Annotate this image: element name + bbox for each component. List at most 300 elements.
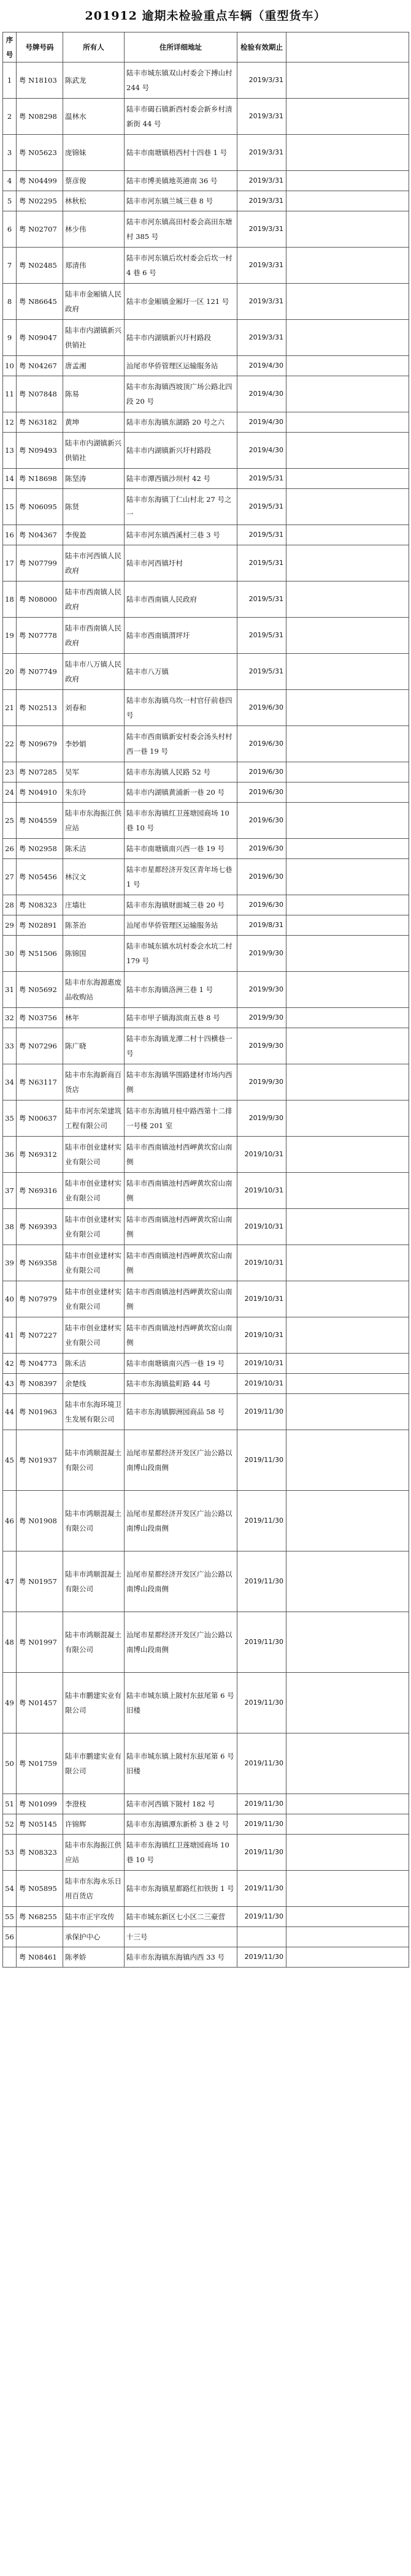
row-blank-cell — [286, 1100, 409, 1137]
table-row — [3, 525, 409, 545]
row-blank-cell — [286, 654, 409, 690]
row-blank-cell — [286, 469, 409, 489]
row-owner-cell: 陆丰市西南镇人民政府 — [63, 581, 125, 618]
row-expiry-cell: 2019/6/30 — [237, 726, 286, 762]
table-row — [3, 859, 409, 895]
row-owner-cell: 蔡彦俊 — [63, 171, 125, 191]
row-plate-cell: 粤 N69316 — [17, 1173, 63, 1209]
row-blank-cell — [286, 690, 409, 726]
row-owner-cell: 陆丰市河西镇人民政府 — [63, 545, 125, 581]
row-expiry-cell: 2019/9/30 — [237, 972, 286, 1008]
row-seq-cell: 18 — [3, 581, 17, 618]
row-expiry-cell: 2019/10/31 — [237, 1317, 286, 1354]
row-seq-cell: 41 — [3, 1317, 17, 1354]
row-expiry-cell: 2019/3/31 — [237, 63, 286, 99]
row-blank-cell — [286, 803, 409, 839]
table-row — [3, 171, 409, 191]
row-expiry-cell: 2019/5/31 — [237, 545, 286, 581]
row-address-cell: 陆丰市城东镇上陂村东兹尾第 6 号旧楼 — [125, 1673, 237, 1733]
row-seq-cell: 8 — [3, 284, 17, 320]
table-row — [3, 1551, 409, 1612]
table-row — [3, 320, 409, 356]
table-row — [3, 1064, 409, 1100]
row-seq-cell: 20 — [3, 654, 17, 690]
row-owner-cell: 陆丰市鸿顺混凝土有限公司 — [63, 1430, 125, 1491]
table-row — [3, 726, 409, 762]
row-blank-cell — [286, 1927, 409, 1947]
row-expiry-cell: 2019/9/30 — [237, 1064, 286, 1100]
row-address-cell: 陆丰市城东镇双山村委会下搏山村 244 号 — [125, 63, 237, 99]
row-blank-cell — [286, 839, 409, 859]
row-owner-cell: 李俊盈 — [63, 525, 125, 545]
row-plate-cell: 粤 N02707 — [17, 211, 63, 248]
row-plate-cell: 粤 N04773 — [17, 1354, 63, 1374]
row-blank-cell — [286, 915, 409, 936]
row-seq-cell: 24 — [3, 782, 17, 803]
row-blank-cell — [286, 972, 409, 1008]
row-expiry-cell: 2019/11/30 — [237, 1733, 286, 1794]
row-blank-cell — [286, 726, 409, 762]
row-seq-cell: 21 — [3, 690, 17, 726]
row-seq-cell: 50 — [3, 1733, 17, 1794]
row-owner-cell: 陆丰市西南镇人民政府 — [63, 618, 125, 654]
row-plate-cell: 粤 N69358 — [17, 1245, 63, 1281]
row-expiry-cell: 2019/6/30 — [237, 803, 286, 839]
row-seq-cell: 6 — [3, 211, 17, 248]
row-seq-cell: 33 — [3, 1028, 17, 1064]
row-address-cell: 陆丰市河西镇圩村 — [125, 545, 237, 581]
row-blank-cell — [286, 525, 409, 545]
row-seq-cell: 35 — [3, 1100, 17, 1137]
row-plate-cell: 粤 N01457 — [17, 1673, 63, 1733]
row-blank-cell — [286, 1871, 409, 1907]
row-plate-cell: 粤 N86645 — [17, 284, 63, 320]
table-row — [3, 1947, 409, 1968]
row-expiry-cell: 2019/3/31 — [237, 211, 286, 248]
row-plate-cell: 粤 N07979 — [17, 1281, 63, 1317]
table-row — [3, 1317, 409, 1354]
row-plate-cell: 粤 N69393 — [17, 1209, 63, 1245]
row-expiry-cell: 2019/5/31 — [237, 525, 286, 545]
table-row — [3, 895, 409, 915]
row-blank-cell — [286, 1907, 409, 1927]
row-blank-cell — [286, 936, 409, 972]
row-expiry-cell: 2019/11/30 — [237, 1491, 286, 1551]
row-expiry-cell: 2019/11/30 — [237, 1673, 286, 1733]
table-row — [3, 469, 409, 489]
row-address-cell: 陆丰市东海镇星都路红扣铁街 1 号 — [125, 1871, 237, 1907]
row-seq-cell: 45 — [3, 1430, 17, 1491]
row-expiry-cell: 2019/5/31 — [237, 618, 286, 654]
row-blank-cell — [286, 1794, 409, 1814]
row-seq-cell: 23 — [3, 762, 17, 782]
row-plate-cell: 粤 N02891 — [17, 915, 63, 936]
table-row — [3, 1733, 409, 1794]
row-expiry-cell: 2019/6/30 — [237, 782, 286, 803]
row-seq-cell: 16 — [3, 525, 17, 545]
row-seq-cell: 30 — [3, 936, 17, 972]
row-plate-cell: 粤 N02295 — [17, 191, 63, 211]
row-seq-cell: 4 — [3, 171, 17, 191]
row-plate-cell: 粤 N04499 — [17, 171, 63, 191]
row-plate-cell: 粤 N07778 — [17, 618, 63, 654]
row-owner-cell: 陆丰市鸿顺混凝土有限公司 — [63, 1551, 125, 1612]
row-plate-cell: 粤 N08397 — [17, 1374, 63, 1394]
row-blank-cell — [286, 1209, 409, 1245]
row-owner-cell: 唐孟湘 — [63, 356, 125, 376]
row-owner-cell: 陆丰市八万镇人民政府 — [63, 654, 125, 690]
row-blank-cell — [286, 1173, 409, 1209]
table-row — [3, 1673, 409, 1733]
row-blank-cell — [286, 356, 409, 376]
row-plate-cell: 粤 N07296 — [17, 1028, 63, 1064]
table-row — [3, 191, 409, 211]
row-owner-cell: 陆丰市东海振江供应站 — [63, 1835, 125, 1871]
row-seq-cell: 38 — [3, 1209, 17, 1245]
row-plate-cell: 粤 N01099 — [17, 1794, 63, 1814]
row-address-cell: 陆丰市东海镇东海镇内西 33 号 — [125, 1947, 237, 1968]
row-owner-cell: 林少伟 — [63, 211, 125, 248]
row-owner-cell: 陆丰市创业建材实业有限公司 — [63, 1209, 125, 1245]
row-blank-cell — [286, 762, 409, 782]
row-address-cell: 陆丰市潭西镇沙坝村 42 号 — [125, 469, 237, 489]
row-owner-cell: 陈孝娇 — [63, 1947, 125, 1968]
row-plate-cell: 粤 N18103 — [17, 63, 63, 99]
row-seq-cell: 2 — [3, 99, 17, 135]
row-address-cell: 陆丰市西南镇池村西岬黄坎窑山南侧 — [125, 1137, 237, 1173]
row-address-cell: 陆丰市碣石镇新西村委会新乡村清新街 44 号 — [125, 99, 237, 135]
table-row — [3, 1209, 409, 1245]
row-plate-cell: 粤 N07749 — [17, 654, 63, 690]
row-address-cell: 陆丰市南塘镇梧西村十四巷 1 号 — [125, 135, 237, 171]
row-owner-cell: 陆丰市东海源惠废品收购站 — [63, 972, 125, 1008]
table-row — [3, 1173, 409, 1209]
row-owner-cell: 许锦辉 — [63, 1814, 125, 1835]
table-row — [3, 1245, 409, 1281]
row-blank-cell — [286, 782, 409, 803]
row-seq-cell: 28 — [3, 895, 17, 915]
row-expiry-cell: 2019/6/30 — [237, 762, 286, 782]
row-expiry-cell: 2019/11/30 — [237, 1430, 286, 1491]
table-row — [3, 581, 409, 618]
row-expiry-cell: 2019/3/31 — [237, 171, 286, 191]
row-seq-cell: 46 — [3, 1491, 17, 1551]
row-owner-cell: 陆丰市东海新商百货店 — [63, 1064, 125, 1100]
row-seq-cell: 34 — [3, 1064, 17, 1100]
row-plate-cell: 粤 N07227 — [17, 1317, 63, 1354]
header-seq: 序号 — [3, 32, 17, 63]
row-expiry-cell: 2019/10/31 — [237, 1173, 286, 1209]
row-expiry-cell: 2019/3/31 — [237, 99, 286, 135]
row-blank-cell — [286, 191, 409, 211]
row-plate-cell: 粤 N05145 — [17, 1814, 63, 1835]
row-address-cell: 汕尾市星都经济开发区广汕公路以南博山段南侧 — [125, 1551, 237, 1612]
row-address-cell: 陆丰市城东新区七小区二三豪营 — [125, 1907, 237, 1927]
row-expiry-cell: 2019/11/30 — [237, 1907, 286, 1927]
row-owner-cell: 黄坤 — [63, 412, 125, 433]
row-address-cell: 陆丰市河东镇西溪村三巷 3 号 — [125, 525, 237, 545]
row-expiry-cell: 2019/5/31 — [237, 489, 286, 525]
row-seq-cell: 13 — [3, 433, 17, 469]
row-plate-cell: 粤 N07848 — [17, 376, 63, 412]
row-expiry-cell: 2019/11/30 — [237, 1835, 286, 1871]
row-seq-cell: 19 — [3, 618, 17, 654]
row-seq-cell: 37 — [3, 1173, 17, 1209]
row-address-cell: 汕尾市星都经济开发区广汕公路以南博山段南侧 — [125, 1430, 237, 1491]
row-seq-cell: 3 — [3, 135, 17, 171]
row-plate-cell: 粤 N09679 — [17, 726, 63, 762]
page-title: 201912 逾期未检验重点车辆（重型货车） — [85, 9, 326, 23]
row-address-cell: 陆丰市河西镇下陂村 182 号 — [125, 1794, 237, 1814]
row-plate-cell: 粤 N63117 — [17, 1064, 63, 1100]
row-owner-cell: 陆丰市内湖镇新兴供销社 — [63, 320, 125, 356]
row-blank-cell — [286, 135, 409, 171]
row-seq-cell: 10 — [3, 356, 17, 376]
row-address-cell: 汕尾市星都经济开发区广汕公路以南博山段南侧 — [125, 1491, 237, 1551]
row-expiry-cell: 2019/6/30 — [237, 895, 286, 915]
row-seq-cell: 43 — [3, 1374, 17, 1394]
row-blank-cell — [286, 248, 409, 284]
row-seq-cell: 56 — [3, 1927, 17, 1947]
row-address-cell: 陆丰市西南镇新安村委会汤头村村西一巷 19 号 — [125, 726, 237, 762]
table-row — [3, 915, 409, 936]
table-row — [3, 690, 409, 726]
row-plate-cell: 粤 N05895 — [17, 1871, 63, 1907]
table-row — [3, 782, 409, 803]
row-owner-cell: 陆丰市鹏建实业有限公司 — [63, 1673, 125, 1733]
row-blank-cell — [286, 211, 409, 248]
row-owner-cell: 陈武龙 — [63, 63, 125, 99]
row-blank-cell — [286, 320, 409, 356]
table-row — [3, 412, 409, 433]
row-address-cell: 陆丰市金厢镇金厢圩一区 121 号 — [125, 284, 237, 320]
table-row — [3, 1100, 409, 1137]
table-row — [3, 1374, 409, 1394]
row-plate-cell: 粤 N07799 — [17, 545, 63, 581]
row-owner-cell: 陆丰市创业建材实业有限公司 — [63, 1245, 125, 1281]
header-address: 住所详细地址 — [125, 32, 237, 63]
row-owner-cell: 吴军 — [63, 762, 125, 782]
table-row — [3, 1430, 409, 1491]
row-seq-cell: 26 — [3, 839, 17, 859]
row-owner-cell: 林汉文 — [63, 859, 125, 895]
row-address-cell: 陆丰市河东镇高田村委会高田东塘村 385 号 — [125, 211, 237, 248]
row-blank-cell — [286, 1354, 409, 1374]
table-row — [3, 1394, 409, 1430]
row-blank-cell — [286, 1835, 409, 1871]
row-expiry-cell: 2019/10/31 — [237, 1374, 286, 1394]
row-blank-cell — [286, 433, 409, 469]
row-expiry-cell: 2019/10/31 — [237, 1354, 286, 1374]
row-expiry-cell: 2019/3/31 — [237, 135, 286, 171]
row-blank-cell — [286, 1374, 409, 1394]
row-expiry-cell: 2019/11/30 — [237, 1814, 286, 1835]
row-expiry-cell: 2019/11/30 — [237, 1551, 286, 1612]
header-owner: 所有人 — [63, 32, 125, 63]
row-plate-cell: 粤 N02513 — [17, 690, 63, 726]
table-row — [3, 654, 409, 690]
table-row — [3, 839, 409, 859]
table-row — [3, 972, 409, 1008]
row-address-cell: 陆丰市东海镇龙潭二村十四横巷一号 — [125, 1028, 237, 1064]
table-row — [3, 803, 409, 839]
row-plate-cell: 粤 N05456 — [17, 859, 63, 895]
row-seq-cell: 47 — [3, 1551, 17, 1612]
row-seq-cell: 17 — [3, 545, 17, 581]
table-row — [3, 135, 409, 171]
row-plate-cell: 粤 N01759 — [17, 1733, 63, 1794]
row-owner-cell: 陈易 — [63, 376, 125, 412]
row-expiry-cell: 2019/4/30 — [237, 433, 286, 469]
table-row — [3, 1907, 409, 1927]
row-owner-cell: 陆丰市内湖镇新兴供销社 — [63, 433, 125, 469]
row-expiry-cell: 2019/10/31 — [237, 1209, 286, 1245]
row-owner-cell: 刘春和 — [63, 690, 125, 726]
row-expiry-cell: 2019/6/30 — [237, 839, 286, 859]
row-blank-cell — [286, 859, 409, 895]
row-blank-cell — [286, 99, 409, 135]
row-plate-cell: 粤 N01963 — [17, 1394, 63, 1430]
row-address-cell: 陆丰市西南镇池村西岬黄坎窑山南侧 — [125, 1245, 237, 1281]
row-seq-cell: 31 — [3, 972, 17, 1008]
row-expiry-cell: 2019/9/30 — [237, 1008, 286, 1028]
row-blank-cell — [286, 1064, 409, 1100]
row-owner-cell: 陆丰市东海振江供应站 — [63, 803, 125, 839]
row-blank-cell — [286, 1008, 409, 1028]
row-blank-cell — [286, 581, 409, 618]
row-owner-cell: 陆丰市创业建材实业有限公司 — [63, 1173, 125, 1209]
row-owner-cell: 陆丰市正宇攻传 — [63, 1907, 125, 1927]
row-expiry-cell: 2019/11/30 — [237, 1947, 286, 1968]
table-row — [3, 1354, 409, 1374]
row-blank-cell — [286, 1491, 409, 1551]
row-expiry-cell: 2019/4/30 — [237, 356, 286, 376]
row-address-cell: 陆丰市西南镇人民政府 — [125, 581, 237, 618]
row-address-cell: 陆丰市东海镇西坡顶广场公路北四段 20 号 — [125, 376, 237, 412]
row-expiry-cell: 2019/11/30 — [237, 1612, 286, 1673]
row-plate-cell: 粤 N04910 — [17, 782, 63, 803]
row-plate-cell: 粤 N07285 — [17, 762, 63, 782]
row-blank-cell — [286, 284, 409, 320]
row-owner-cell: 林年 — [63, 1008, 125, 1028]
row-blank-cell — [286, 1612, 409, 1673]
table-row — [3, 762, 409, 782]
row-seq-cell: 25 — [3, 803, 17, 839]
table-row — [3, 1281, 409, 1317]
row-blank-cell — [286, 1673, 409, 1733]
row-blank-cell — [286, 376, 409, 412]
row-address-cell: 陆丰市西南镇池村西岬黄坎窑山南侧 — [125, 1281, 237, 1317]
row-seq-cell: 49 — [3, 1673, 17, 1733]
row-blank-cell — [286, 1317, 409, 1354]
row-address-cell: 陆丰市博美镇地英港南 36 号 — [125, 171, 237, 191]
row-plate-cell: 粤 N04367 — [17, 525, 63, 545]
row-owner-cell: 陆丰市创业建材实业有限公司 — [63, 1317, 125, 1354]
row-address-cell: 陆丰市八万镇 — [125, 654, 237, 690]
row-expiry-cell: 2019/3/31 — [237, 284, 286, 320]
row-expiry-cell: 2019/4/30 — [237, 376, 286, 412]
row-address-cell: 陆丰市南塘镇南兴西一巷 19 号 — [125, 839, 237, 859]
row-plate-cell: 粤 N18698 — [17, 469, 63, 489]
row-owner-cell: 陆丰市创业建材实业有限公司 — [63, 1281, 125, 1317]
row-expiry-cell: 2019/3/31 — [237, 191, 286, 211]
row-seq-cell: 48 — [3, 1612, 17, 1673]
row-seq-cell: 39 — [3, 1245, 17, 1281]
header-blank — [286, 32, 409, 63]
row-plate-cell: 粤 N09047 — [17, 320, 63, 356]
row-address-cell: 十三号 — [125, 1927, 237, 1947]
row-expiry-cell: 2019/6/30 — [237, 859, 286, 895]
row-owner-cell: 朱东玲 — [63, 782, 125, 803]
row-plate-cell: 粤 N51506 — [17, 936, 63, 972]
table-row — [3, 248, 409, 284]
table-row — [3, 356, 409, 376]
row-owner-cell: 陆丰市鸿顺混凝土有限公司 — [63, 1491, 125, 1551]
row-address-cell: 陆丰市东海镇财面城三巷 20 号 — [125, 895, 237, 915]
row-blank-cell — [286, 1733, 409, 1794]
row-seq-cell: 54 — [3, 1871, 17, 1907]
row-owner-cell: 陆丰市鸿顺混凝土有限公司 — [63, 1612, 125, 1673]
row-owner-cell: 陆丰市金厢镇人民政府 — [63, 284, 125, 320]
row-blank-cell — [286, 1551, 409, 1612]
row-owner-cell: 温林水 — [63, 99, 125, 135]
row-blank-cell — [286, 1137, 409, 1173]
row-expiry-cell: 2019/11/30 — [237, 1794, 286, 1814]
row-seq-cell: 15 — [3, 489, 17, 525]
row-address-cell: 陆丰市东海镇盐町路 44 号 — [125, 1374, 237, 1394]
row-address-cell: 陆丰市内湖镇新兴圩村路段 — [125, 320, 237, 356]
table-header-row — [3, 32, 409, 63]
row-blank-cell — [286, 618, 409, 654]
row-owner-cell: 承保护中心 — [63, 1927, 125, 1947]
table-row — [3, 1491, 409, 1551]
table-row — [3, 1612, 409, 1673]
row-seq-cell: 53 — [3, 1835, 17, 1871]
row-expiry-cell: 2019/11/30 — [237, 1394, 286, 1430]
row-expiry-cell: 2019/5/31 — [237, 469, 286, 489]
row-expiry-cell — [237, 1927, 286, 1947]
row-plate-cell: 粤 N02958 — [17, 839, 63, 859]
row-address-cell: 汕尾市华侨管理区运输服务站 — [125, 356, 237, 376]
table-row — [3, 1008, 409, 1028]
row-address-cell: 陆丰市东海镇丁仁山村北 27 号之一 — [125, 489, 237, 525]
row-owner-cell: 郑清伟 — [63, 248, 125, 284]
row-plate-cell: 粤 N08000 — [17, 581, 63, 618]
row-plate-cell: 粤 N03756 — [17, 1008, 63, 1028]
row-address-cell: 陆丰市东海镇潭东新桥 3 巷 2 号 — [125, 1814, 237, 1835]
row-seq-cell: 42 — [3, 1354, 17, 1374]
row-seq-cell: 12 — [3, 412, 17, 433]
vehicle-table — [2, 32, 409, 1968]
row-owner-cell: 陈茶治 — [63, 915, 125, 936]
row-blank-cell — [286, 1281, 409, 1317]
row-plate-cell: 粤 N01937 — [17, 1430, 63, 1491]
table-row — [3, 618, 409, 654]
row-expiry-cell: 2019/5/31 — [237, 654, 286, 690]
table-row — [3, 1927, 409, 1947]
row-seq-cell: 22 — [3, 726, 17, 762]
row-address-cell: 陆丰市东海镇东湖路 20 号之六 — [125, 412, 237, 433]
row-plate-cell: 粤 N09493 — [17, 433, 63, 469]
table-row — [3, 284, 409, 320]
row-seq-cell: 51 — [3, 1794, 17, 1814]
row-plate-cell: 粤 N69312 — [17, 1137, 63, 1173]
row-owner-cell: 林秋松 — [63, 191, 125, 211]
row-blank-cell — [286, 1394, 409, 1430]
row-plate-cell: 粤 N08323 — [17, 895, 63, 915]
row-seq-cell: 40 — [3, 1281, 17, 1317]
row-plate-cell: 粤 N05623 — [17, 135, 63, 171]
